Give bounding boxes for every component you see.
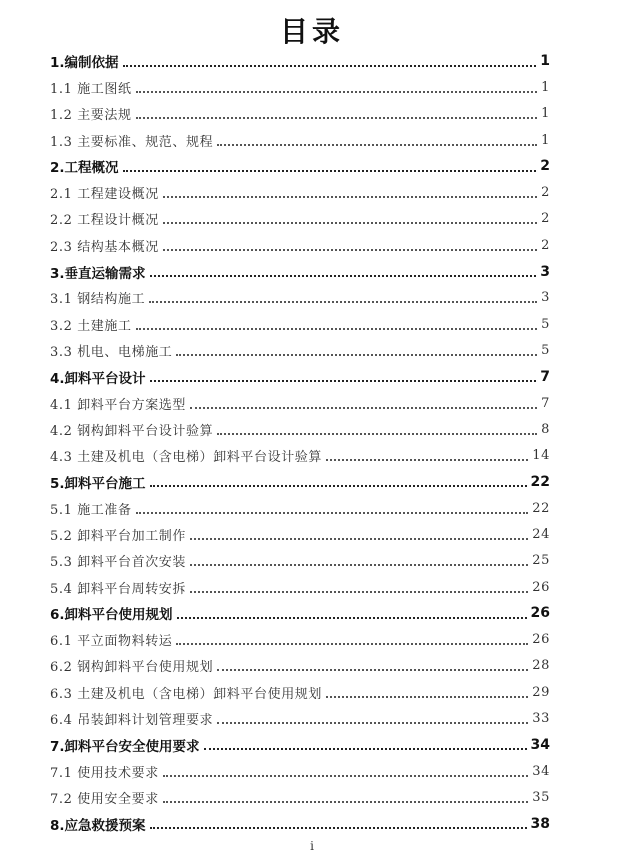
toc-entry-label: 1.编制依据 [50, 55, 119, 72]
toc-entry-label: 5.2 卸料平台加工制作 [50, 528, 187, 544]
toc-entry-label: 2.3 结构基本概况 [50, 239, 159, 255]
dot-leader [190, 551, 528, 566]
toc-section-entry[interactable] [50, 758, 550, 784]
toc-entry-label: 6.卸料平台使用规划 [50, 607, 173, 624]
toc-section-entry[interactable] [50, 127, 550, 153]
page-title: 目录 [279, 15, 344, 48]
toc-section-entry[interactable] [50, 521, 550, 547]
toc-entry-label: 1.1 施工图纸 [50, 81, 132, 97]
toc-section-entry[interactable] [50, 232, 550, 258]
toc-section-entry[interactable] [50, 179, 550, 205]
page-number-footer: i [310, 839, 314, 853]
toc-section-entry[interactable] [50, 653, 550, 679]
toc-section-entry[interactable] [50, 416, 550, 442]
dot-leader [217, 709, 528, 724]
dot-leader [177, 604, 527, 619]
toc-entry-page-number: 3 [541, 290, 550, 306]
toc-entry-label: 7.1 使用技术要求 [50, 765, 159, 781]
toc-chapter-entry[interactable] [50, 258, 550, 284]
toc-entry-page-number: 1 [541, 79, 550, 95]
toc-entry-label: 2.工程概况 [50, 160, 119, 177]
toc-chapter-entry[interactable] [50, 811, 550, 837]
toc-section-entry[interactable] [50, 784, 550, 810]
dot-leader [150, 472, 527, 487]
toc-entry-page-number: 2 [540, 158, 550, 175]
toc-chapter-entry[interactable] [50, 48, 550, 74]
toc-entry-page-number: 25 [532, 553, 550, 569]
toc-section-entry[interactable] [50, 337, 550, 363]
toc-entry-label: 2.1 工程建设概况 [50, 187, 159, 203]
dot-leader [163, 209, 537, 224]
dot-leader [163, 183, 537, 198]
toc-chapter-entry[interactable] [50, 364, 550, 390]
toc-section-entry[interactable] [50, 442, 550, 468]
toc-section-entry[interactable] [50, 705, 550, 731]
toc-entry-page-number: 29 [532, 684, 550, 700]
dot-leader [150, 367, 537, 382]
toc-entry-page-number: 1 [541, 106, 550, 122]
dot-leader [150, 262, 537, 277]
toc-entry-label: 6.4 吊装卸料计划管理要求 [50, 713, 214, 729]
table-of-contents [50, 48, 550, 837]
dot-leader [163, 236, 537, 251]
toc-section-entry[interactable] [50, 101, 550, 127]
dot-leader [204, 735, 527, 750]
toc-chapter-entry[interactable] [50, 600, 550, 626]
toc-entry-label: 5.卸料平台施工 [50, 475, 146, 492]
toc-entry-label: 1.3 主要标准、规范、规程 [50, 134, 214, 150]
toc-entry-page-number: 5 [541, 316, 550, 332]
toc-entry-page-number: 5 [541, 342, 550, 358]
toc-entry-page-number: 2 [541, 237, 550, 253]
toc-section-entry[interactable] [50, 74, 550, 100]
dot-leader [136, 104, 538, 119]
toc-entry-page-number: 7 [540, 368, 550, 385]
toc-entry-page-number: 33 [532, 711, 550, 727]
dot-leader [163, 788, 528, 803]
dot-leader [136, 78, 538, 93]
toc-entry-page-number: 26 [532, 579, 550, 595]
toc-entry-page-number: 1 [540, 53, 550, 70]
dot-leader [190, 578, 528, 593]
toc-chapter-entry[interactable] [50, 469, 550, 495]
toc-entry-label: 3.垂直运输需求 [50, 265, 146, 282]
toc-entry-label: 3.1 钢结构施工 [50, 292, 146, 308]
dot-leader [217, 131, 537, 146]
toc-entry-page-number: 14 [532, 448, 550, 464]
toc-entry-label: 6.1 平立面物料转运 [50, 634, 173, 650]
toc-entry-label: 4.2 钢构卸料平台设计验算 [50, 423, 214, 439]
toc-section-entry[interactable] [50, 206, 550, 232]
toc-section-entry[interactable] [50, 285, 550, 311]
toc-entry-label: 1.2 主要法规 [50, 108, 132, 124]
dot-leader [136, 315, 538, 330]
toc-section-entry[interactable] [50, 311, 550, 337]
toc-section-entry[interactable] [50, 495, 550, 521]
toc-entry-page-number: 22 [532, 500, 550, 516]
toc-entry-page-number: 3 [540, 263, 550, 280]
dot-leader [176, 630, 528, 645]
toc-entry-page-number: 26 [530, 605, 550, 622]
toc-entry-page-number: 8 [541, 421, 550, 437]
toc-entry-label: 7.2 使用安全要求 [50, 791, 159, 807]
toc-entry-label: 3.3 机电、电梯施工 [50, 344, 173, 360]
toc-entry-page-number: 24 [532, 526, 550, 542]
toc-entry-page-number: 34 [530, 736, 550, 753]
toc-entry-label: 5.3 卸料平台首次安装 [50, 555, 187, 571]
dot-leader [176, 341, 537, 356]
toc-entry-label: 4.1 卸料平台方案选型 [50, 397, 187, 413]
toc-section-entry[interactable] [50, 627, 550, 653]
toc-entry-label: 2.2 工程设计概况 [50, 213, 159, 229]
toc-entry-label: 4.卸料平台设计 [50, 370, 146, 387]
toc-entry-label: 4.3 土建及机电（含电梯）卸料平台设计验算 [50, 450, 323, 466]
dot-leader [326, 446, 528, 461]
dot-leader [326, 683, 528, 698]
toc-chapter-entry[interactable] [50, 732, 550, 758]
dot-leader [136, 499, 529, 514]
toc-entry-page-number: 34 [532, 763, 550, 779]
toc-section-entry[interactable] [50, 574, 550, 600]
toc-entry-page-number: 2 [541, 185, 550, 201]
dot-leader [123, 157, 537, 172]
dot-leader [163, 762, 528, 777]
toc-entry-page-number: 2 [541, 211, 550, 227]
toc-entry-label: 3.2 土建施工 [50, 318, 132, 334]
dot-leader [190, 394, 537, 409]
dot-leader [217, 420, 537, 435]
toc-entry-page-number: 22 [530, 473, 550, 490]
toc-entry-label: 5.1 施工准备 [50, 502, 132, 518]
toc-entry-page-number: 7 [541, 395, 550, 411]
toc-entry-page-number: 38 [530, 815, 550, 832]
toc-chapter-entry[interactable] [50, 153, 550, 179]
dot-leader [217, 656, 528, 671]
dot-leader [150, 814, 527, 829]
toc-section-entry[interactable] [50, 390, 550, 416]
toc-section-entry[interactable] [50, 679, 550, 705]
toc-entry-page-number: 1 [541, 132, 550, 148]
toc-entry-label: 5.4 卸料平台周转安拆 [50, 581, 187, 597]
dot-leader [123, 52, 537, 67]
dot-leader [149, 288, 537, 303]
toc-entry-label: 6.3 土建及机电（含电梯）卸料平台使用规划 [50, 686, 323, 702]
toc-entry-page-number: 26 [532, 632, 550, 648]
toc-entry-page-number: 28 [532, 658, 550, 674]
dot-leader [190, 525, 528, 540]
toc-section-entry[interactable] [50, 548, 550, 574]
toc-entry-label: 8.应急救援预案 [50, 817, 146, 834]
toc-entry-label: 7.卸料平台安全使用要求 [50, 738, 200, 755]
toc-entry-page-number: 35 [532, 789, 550, 805]
toc-entry-label: 6.2 钢构卸料平台使用规划 [50, 660, 214, 676]
